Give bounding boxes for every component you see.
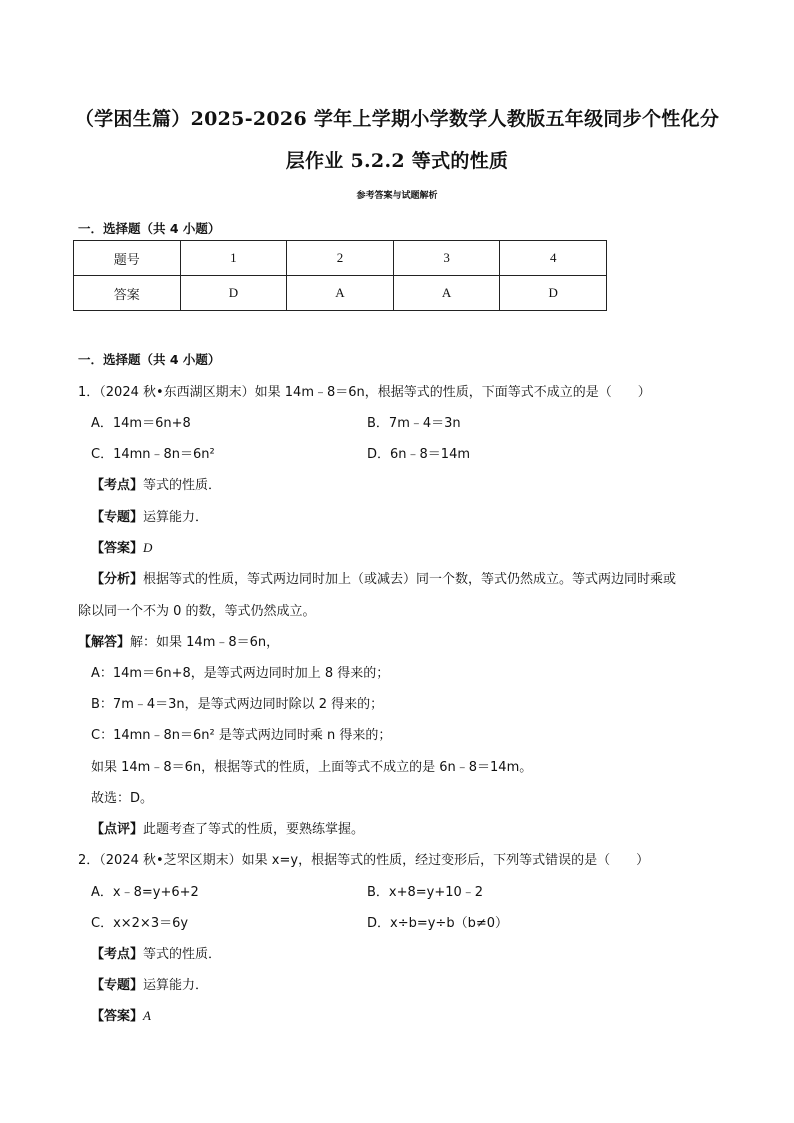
q2-option-c: C．x×2×3＝6y — [91, 916, 189, 931]
table-cell: 3 — [393, 241, 500, 276]
q1-dianping — [91, 818, 364, 837]
q1-jieda-line-4: C：14mn﹣8n＝6n² 是等式两边同时乘 n 得来的； — [91, 728, 392, 743]
q2-option-d: D．x÷b=y÷b（b≠0） — [367, 916, 508, 931]
zhuanti-tag: 【专题】 — [91, 978, 144, 993]
dianping-tag: 【点评】 — [91, 822, 144, 837]
document-subtitle: 参考答案与试题解析 — [356, 191, 438, 201]
jieda-tag: 【解答】 — [78, 635, 131, 650]
daan-tag: 【答案】 — [91, 541, 144, 556]
q1-zhuanti — [91, 506, 208, 525]
q2-zhuanti — [91, 974, 208, 993]
q1-jieda-line-1 — [78, 631, 279, 650]
q1-kaodian — [91, 474, 221, 493]
answer-table-header-row — [74, 241, 607, 276]
q2-option-b: B．x+8=y+10﹣2 — [367, 885, 484, 900]
q1-daan — [91, 537, 152, 556]
table-cell: D — [500, 276, 607, 311]
q1-jieda-line-2: A：14m＝6n+8，是等式两边同时加上 8 得来的； — [91, 666, 390, 681]
table-cell: 题号 — [74, 241, 181, 276]
q1-option-c: C．14mn﹣8n＝6n² — [91, 447, 215, 462]
section-heading-summary: 一．选择题（共 4 小题） — [78, 221, 221, 236]
q1-option-b: B．7m﹣4＝3n — [367, 416, 461, 431]
dianping-text: 此题考查了等式的性质，要熟练掌握。 — [143, 822, 365, 837]
daan-tag: 【答案】 — [91, 1009, 144, 1024]
table-cell: A — [287, 276, 394, 311]
zhuanti-text: 运算能力． — [143, 978, 209, 993]
daan-text: A — [143, 1008, 151, 1023]
fenxi-text: 根据等式的性质，等式两边同时加上（或减去）同一个数，等式仍然成立。等式两边同时乘或 — [143, 572, 677, 587]
document-title-line-1: （学困生篇）2025-2026 学年上学期小学数学人教版五年级同步个性化分 — [74, 108, 720, 130]
table-cell: 1 — [180, 241, 287, 276]
q2-kaodian — [91, 943, 221, 962]
daan-text: D — [143, 540, 153, 555]
q1-jieda-line-3: B：7m﹣4＝3n，是等式两边同时除以 2 得来的； — [91, 697, 384, 712]
kaodian-text: 等式的性质． — [143, 947, 222, 962]
answer-table — [73, 240, 607, 311]
q1-fenxi-line-2: 除以同一个不为 0 的数，等式仍然成立。 — [78, 604, 316, 619]
table-cell: 2 — [287, 241, 394, 276]
section-heading-details: 一．选择题（共 4 小题） — [78, 352, 221, 367]
table-cell: 答案 — [74, 276, 181, 311]
q1-option-a: A．14m＝6n+8 — [91, 416, 191, 431]
table-cell: 4 — [500, 241, 607, 276]
q1-stem: 1．（2024 秋•东西湖区期末）如果 14m﹣8＝6n，根据等式的性质，下面等式不成立的是（ ） — [78, 385, 651, 400]
q1-option-d: D．6n﹣8＝14m — [367, 447, 470, 462]
table-cell: D — [180, 276, 287, 311]
q2-stem: 2．（2024 秋•芝罘区期末）如果 x=y，根据等式的性质，经过变形后，下列等式错误的是（ ） — [78, 853, 650, 868]
kaodian-tag: 【考点】 — [91, 947, 144, 962]
fenxi-tag: 【分析】 — [91, 572, 144, 587]
q1-fenxi-line-1 — [91, 568, 676, 587]
q2-daan — [91, 1005, 151, 1024]
document-title-line-2: 层作业 5.2.2 等式的性质 — [285, 150, 509, 172]
kaodian-text: 等式的性质． — [143, 478, 222, 493]
q1-jieda-line-6: 故选：D。 — [91, 791, 154, 806]
kaodian-tag: 【考点】 — [91, 478, 144, 493]
zhuanti-text: 运算能力． — [143, 510, 209, 525]
q1-jieda-line-5: 如果 14m﹣8＝6n，根据等式的性质，上面等式不成立的是 6n﹣8＝14m。 — [91, 760, 533, 775]
jieda-text: 解：如果 14m﹣8＝6n， — [130, 635, 280, 650]
table-cell: A — [393, 276, 500, 311]
q2-option-a: A．x﹣8=y+6+2 — [91, 885, 199, 900]
zhuanti-tag: 【专题】 — [91, 510, 144, 525]
answer-table-answer-row — [74, 276, 607, 311]
